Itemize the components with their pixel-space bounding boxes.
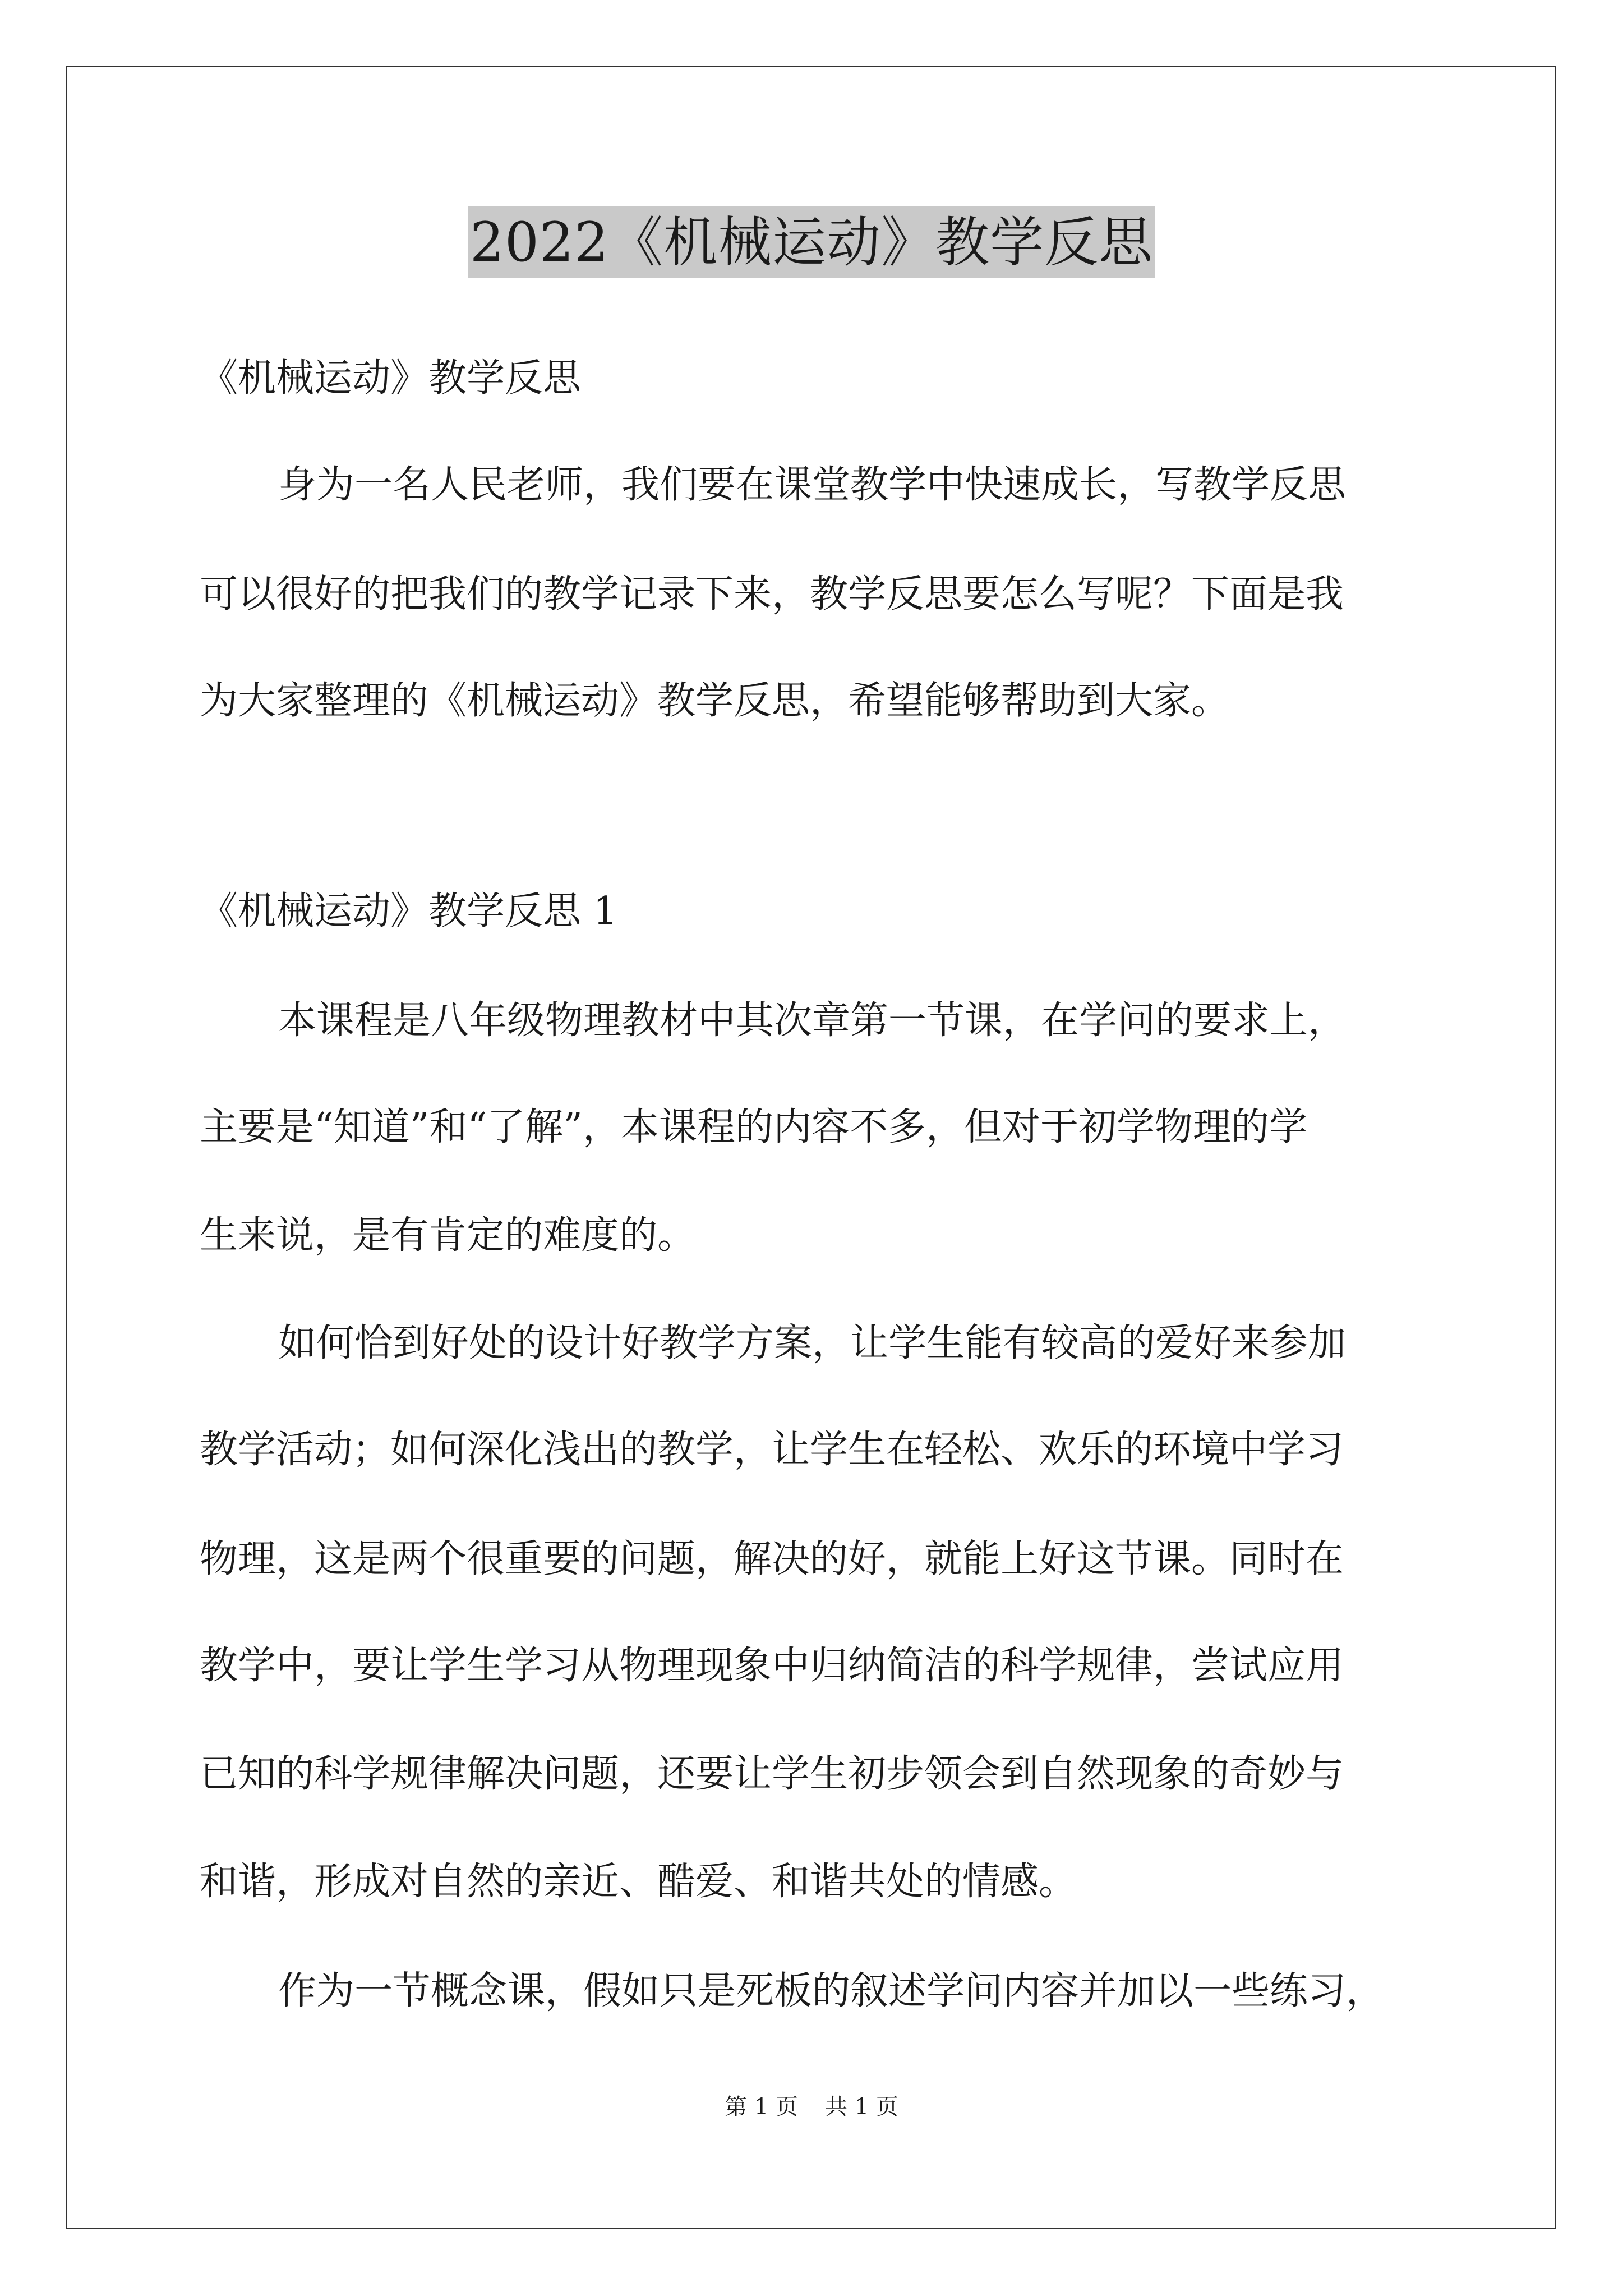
page-number-current: 第 1 页 — [725, 2094, 798, 2120]
intro-line: 身为一名人民老师，我们要在课堂教学中快速成长，写教学反思 — [278, 463, 1347, 507]
paragraph-line: 教学中，要让学生学习从物理现象中归纳简洁的科学规律，尝试应用 — [200, 1644, 1344, 1688]
page-number-total: 共 1 页 — [825, 2094, 898, 2120]
paragraph-line: 主要是“知道”和“了解”，本课程的内容不多，但对于初学物理的学 — [200, 1105, 1308, 1149]
document-subtitle: 《机械运动》教学反思 — [200, 356, 582, 401]
paragraph-line: 作为一节概念课，假如只是死板的叙述学问内容并加以一些练习， — [278, 1969, 1385, 2013]
paragraph-line: 生来说，是有肯定的难度的。 — [200, 1213, 696, 1258]
paragraph-line: 如何恰到好处的设计好教学方案，让学生能有较高的爱好来参加 — [278, 1321, 1347, 1365]
paragraph-line: 物理，这是两个很重要的问题，解决的好，就能上好这节课。同时在 — [200, 1537, 1344, 1581]
document-title: 2022《机械运动》教学反思 — [468, 206, 1155, 278]
intro-line: 可以很好的把我们的教学记录下来，教学反思要怎么写呢？下面是我 — [200, 572, 1344, 616]
page-footer — [0, 2091, 1623, 2123]
intro-line: 为大家整理的《机械运动》教学反思，希望能够帮助到大家。 — [200, 679, 1230, 723]
paragraph-line: 已知的科学规律解决问题，还要让学生初步领会到自然现象的奇妙与 — [200, 1752, 1344, 1796]
section-heading: 《机械运动》教学反思 1 — [200, 889, 617, 933]
paragraph-line: 本课程是八年级物理教材中其次章第一节课，在学问的要求上， — [278, 999, 1347, 1043]
paragraph-line: 教学活动；如何深化浅出的教学，让学生在轻松、欢乐的环境中学习 — [200, 1428, 1344, 1472]
title-container — [0, 206, 1623, 278]
paragraph-line: 和谐，形成对自然的亲近、酷爱、和谐共处的情感。 — [200, 1860, 1077, 1904]
